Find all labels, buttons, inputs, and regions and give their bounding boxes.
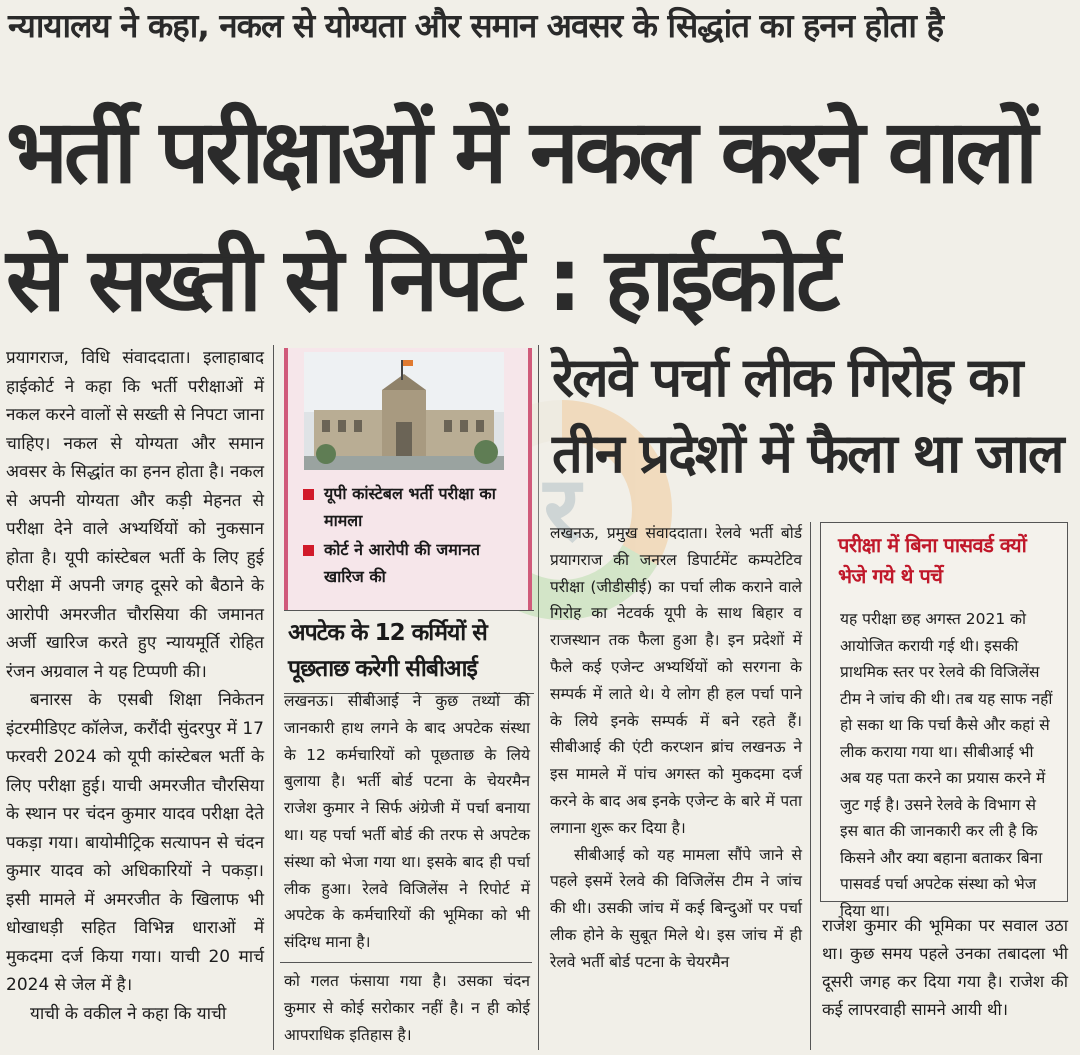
paragraph: प्रयागराज, विधि संवाददाता। इलाहाबाद हाईकोर्ट ने कहा कि भर्ती परीक्षाओं में नकल करने वालों से सख्ती से निपटा जाना चाहिए। नकल से योग्यता और समान अवसर के सिद्धांत का हनन होता है। नकल से अपनी योग्यता और कड़ी मेहनत से परीक्षा देने वाले अभ्यर्थियों को नुकसान होता है। यूपी कांस्टेबल भर्ती के लिए हुई परीक्षा में अपनी जगह दूसरे को बैठाने के आरोपी अमरजीत चौरसिया की जमानत अर्जी खारिज करते हुए न्यायमूर्ति रोहित रंजन अग्रवाल ने यह टिप्पणी की। — [6, 348, 264, 682]
sidebar-box-body — [840, 606, 1056, 924]
paragraph: सीबीआई को यह मामला सौंपे जाने से पहले इसमें रेलवे की विजिलेंस टीम ने जांच की थी। उसकी जांच में कई बिन्दुओं पर पर्चा लीक होने के सुबूत मिले थे। इस जांच में ही रेलवे भर्ती बोर्ड पटना के चेयरमैन — [550, 845, 802, 971]
main-headline — [6, 88, 1076, 344]
red-square-bullet-icon — [303, 545, 314, 556]
watermark-glyph: र — [492, 440, 632, 580]
headline-line-1: भर्ती परीक्षाओं में नकल करने वालों — [6, 100, 1034, 203]
rail-headline — [552, 340, 1072, 492]
story-highlights — [303, 480, 513, 592]
story-court-continued — [284, 968, 530, 1048]
paragraph: लखनऊ। सीबीआई ने कुछ तथ्यों की जानकारी हाथ लगने के बाद अपटेक संस्था के 12 कर्मचारियों को पूछताछ के लिये बुलाया है। भर्ती बोर्ड पटना के चेयरमैन राजेश कुमार ने सिर्फ अंग्रेजी में पर्चा बनाया था। यह पर्चा भर्ती बोर्ड की तरफ से अपटेक संस्था को भेजा गया था। इसके बाद ही पर्चा लीक हुआ। रेलवे विजिलेंस ने रिपोर्ट में अपटेक के कर्मचारियों की भूमिका को भी संदिग्ध माना है। — [284, 692, 530, 952]
red-square-bullet-icon — [303, 489, 314, 500]
paragraph: यह परीक्षा छह अगस्त 2021 को आयोजित करायी गई थी। इसकी प्राथमिक स्तर पर रेलवे की विजिलेंस टीम ने जांच की थी। तब यह साफ नहीं हो सका था कि पर्चा कैसे और कहां से लीक कराया गया था। सीबीआई भी अब यह पता करने का प्रयास करने में जुट गई है। उसने रेलवे के विभाग से इस बात की जानकारी कर ली है कि किसने और क्या बहाना बताकर बिना पासवर्ड पर्चा अपटेक संस्था को भेज दिया था। — [840, 610, 1053, 920]
story-aptech-body — [284, 688, 530, 956]
paragraph: को गलत फंसाया गया है। उसका चंदन कुमार से कोई सरोकार नहीं है। न ही कोई आपराधिक इतिहास है। — [284, 972, 530, 1044]
column-rule — [810, 522, 811, 1050]
kicker-line: न्यायालय ने कहा, नकल से योग्यता और समान अवसर के सिद्धांत का हनन होता है — [8, 6, 943, 45]
column-rule — [273, 345, 274, 1050]
divider — [280, 962, 532, 963]
paragraph: लखनऊ, प्रमुख संवाददाता। रेलवे भर्ती बोर्ड प्रयागराज की जनरल डिपार्टमेंट कम्पटेटिव परीक्षा (जीडीसीई) का पर्चा लीक कराने वाले गिरोह का नेटवर्क यूपी के साथ बिहार व राजस्थान तक फैला हुआ है। इन प्रदेशों में फैले कई एजेन्ट अभ्यर्थियों को सरगना के सम्पर्क में लाते थे। ये लोग ही हल पर्चा पाने के लिये इनके सम्पर्क में बने रहते हैं। सीबीआई की एंटी करप्शन ब्रांच लखनऊ ने इस मामले में पांच अगस्त को मुकदमा दर्ज करने के बाद अब इनके एजेन्ट के बारे में पता लगाना शुरू कर दिया है। — [550, 524, 802, 837]
sidebar-box-title: परीक्षा में बिना पासवर्ड क्यों भेजे गये थे पर्चे — [838, 533, 1027, 588]
paragraph: राजेश कुमार की भूमिका पर सवाल उठा था। कुछ समय पहले उनका तबादला भी दूसरी जगह कर दिया गया है। राजेश की कई लापरवाही सामने आयी थी। — [822, 916, 1068, 1019]
story-rail-continued — [822, 912, 1068, 1024]
paragraph: बनारस के एसबी शिक्षा निकेतन इंटरमीडिएट कॉलेज, करौंदी सुंदरपुर में 17 फरवरी 2024 को यूपी कांस्टेबल भर्ती के लिए परीक्षा हुई। याची अमरजीत चौरसिया के स्थान पर चंदन कुमार यादव परीक्षा देते पकड़ा गया। बायोमीट्रिक सत्यापन से चंदन कुमार यादव को अधिकारियों ने पकड़ा। इसी मामले में अमरजीत के खिलाफ भी धोखाधड़ी सहित विभिन्न धाराओं में मुकदमा दर्ज किया गया। याची 20 मार्च 2024 से जेल में है। — [6, 690, 264, 995]
column-rule — [538, 345, 539, 1050]
paragraph: याची के वकील ने कहा कि याची — [30, 1003, 227, 1024]
highlight-item: कोर्ट ने आरोपी की जमानत खारिज की — [303, 536, 513, 590]
headline-line-2: से सख्ती से निपटें : हाईकोर्ट — [6, 228, 837, 331]
subheadline-aptech: अपटेक के 12 कर्मियों से पूछताछ करेगी सीबीआई — [284, 610, 534, 694]
highlight-item: यूपी कांस्टेबल भर्ती परीक्षा का मामला — [303, 480, 513, 534]
rail-headline-line-1: रेलवे पर्चा लीक गिरोह का — [552, 346, 1022, 409]
high-court-building-photo — [304, 352, 504, 470]
story-rail-body — [550, 520, 802, 976]
story-court-body — [6, 344, 264, 1028]
rail-headline-line-2: तीन प्रदेशों में फैला था जाल — [552, 422, 1063, 485]
